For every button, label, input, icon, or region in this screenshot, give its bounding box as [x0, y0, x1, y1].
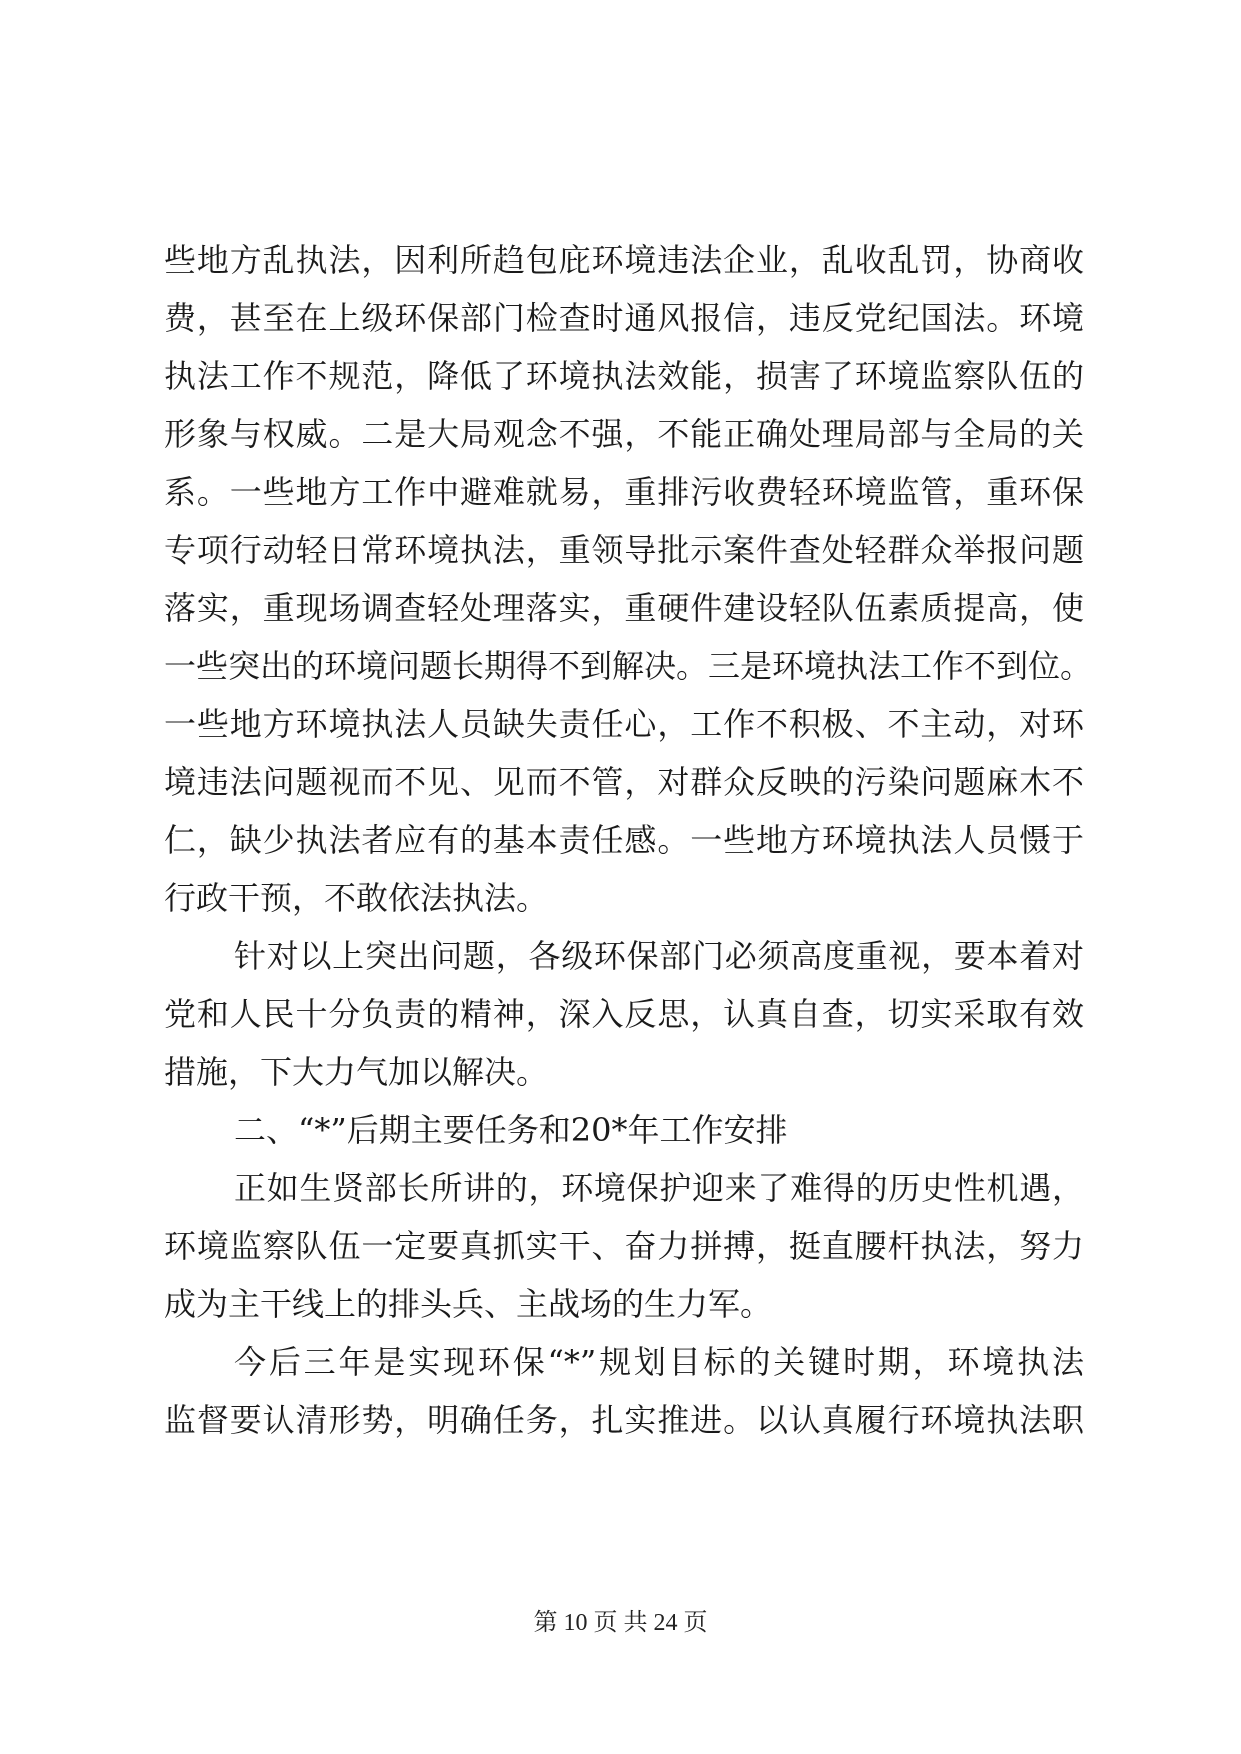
text-line: 监督要认清形势，明确任务，扎实推进。以认真履行环境执法职 — [164, 1401, 1084, 1439]
text-line: 落实，重现场调查轻处理落实，重硬件建设轻队伍素质提高，使 — [164, 589, 1084, 627]
paragraph-first-line: 正如生贤部长所讲的，环境保护迎来了难得的历史性机遇， — [234, 1169, 1084, 1207]
text-line: 系。一些地方工作中避难就易，重排污收费轻环境监管，重环保 — [164, 473, 1084, 511]
text-line: 形象与权威。二是大局观念不强，不能正确处理局部与全局的关 — [164, 415, 1084, 453]
text-line: 措施，下大力气加以解决。 — [164, 1053, 549, 1091]
text-line: 一些突出的环境问题长期得不到解决。三是环境执法工作不到位。 — [164, 647, 1093, 685]
text-line: 费，甚至在上级环保部门检查时通风报信，违反党纪国法。环境 — [164, 299, 1084, 337]
text-line: 专项行动轻日常环境执法，重领导批示案件查处轻群众举报问题 — [164, 531, 1084, 569]
text-line: 行政干预，不敢依法执法。 — [164, 879, 549, 917]
text-line: 些地方乱执法，因利所趋包庇环境违法企业，乱收乱罚，协商收 — [164, 241, 1084, 279]
text-line: 一些地方环境执法人员缺失责任心，工作不积极、不主动，对环 — [164, 705, 1084, 743]
text-line: 环境监察队伍一定要真抓实干、奋力拼搏，挺直腰杆执法，努力 — [164, 1227, 1084, 1265]
text-line: 成为主干线上的排头兵、主战场的生力军。 — [164, 1285, 773, 1323]
page-number-footer: 第 10 页 共 24 页 — [533, 1610, 708, 1636]
text-line: 党和人民十分负责的精神，深入反思，认真自查，切实采取有效 — [164, 995, 1084, 1033]
text-line: 执法工作不规范，降低了环境执法效能，损害了环境监察队伍的 — [164, 357, 1084, 395]
section-heading: 二、“*”后期主要任务和20*年工作安排 — [234, 1111, 788, 1149]
paragraph-first-line: 今后三年是实现环保“*”规划目标的关键时期，环境执法 — [234, 1343, 1084, 1381]
text-line: 境违法问题视而不见、见而不管，对群众反映的污染问题麻木不 — [164, 763, 1084, 801]
text-line: 仁，缺少执法者应有的基本责任感。一些地方环境执法人员慑于 — [164, 821, 1084, 859]
paragraph-first-line: 针对以上突出问题，各级环保部门必须高度重视，要本着对 — [234, 937, 1084, 975]
